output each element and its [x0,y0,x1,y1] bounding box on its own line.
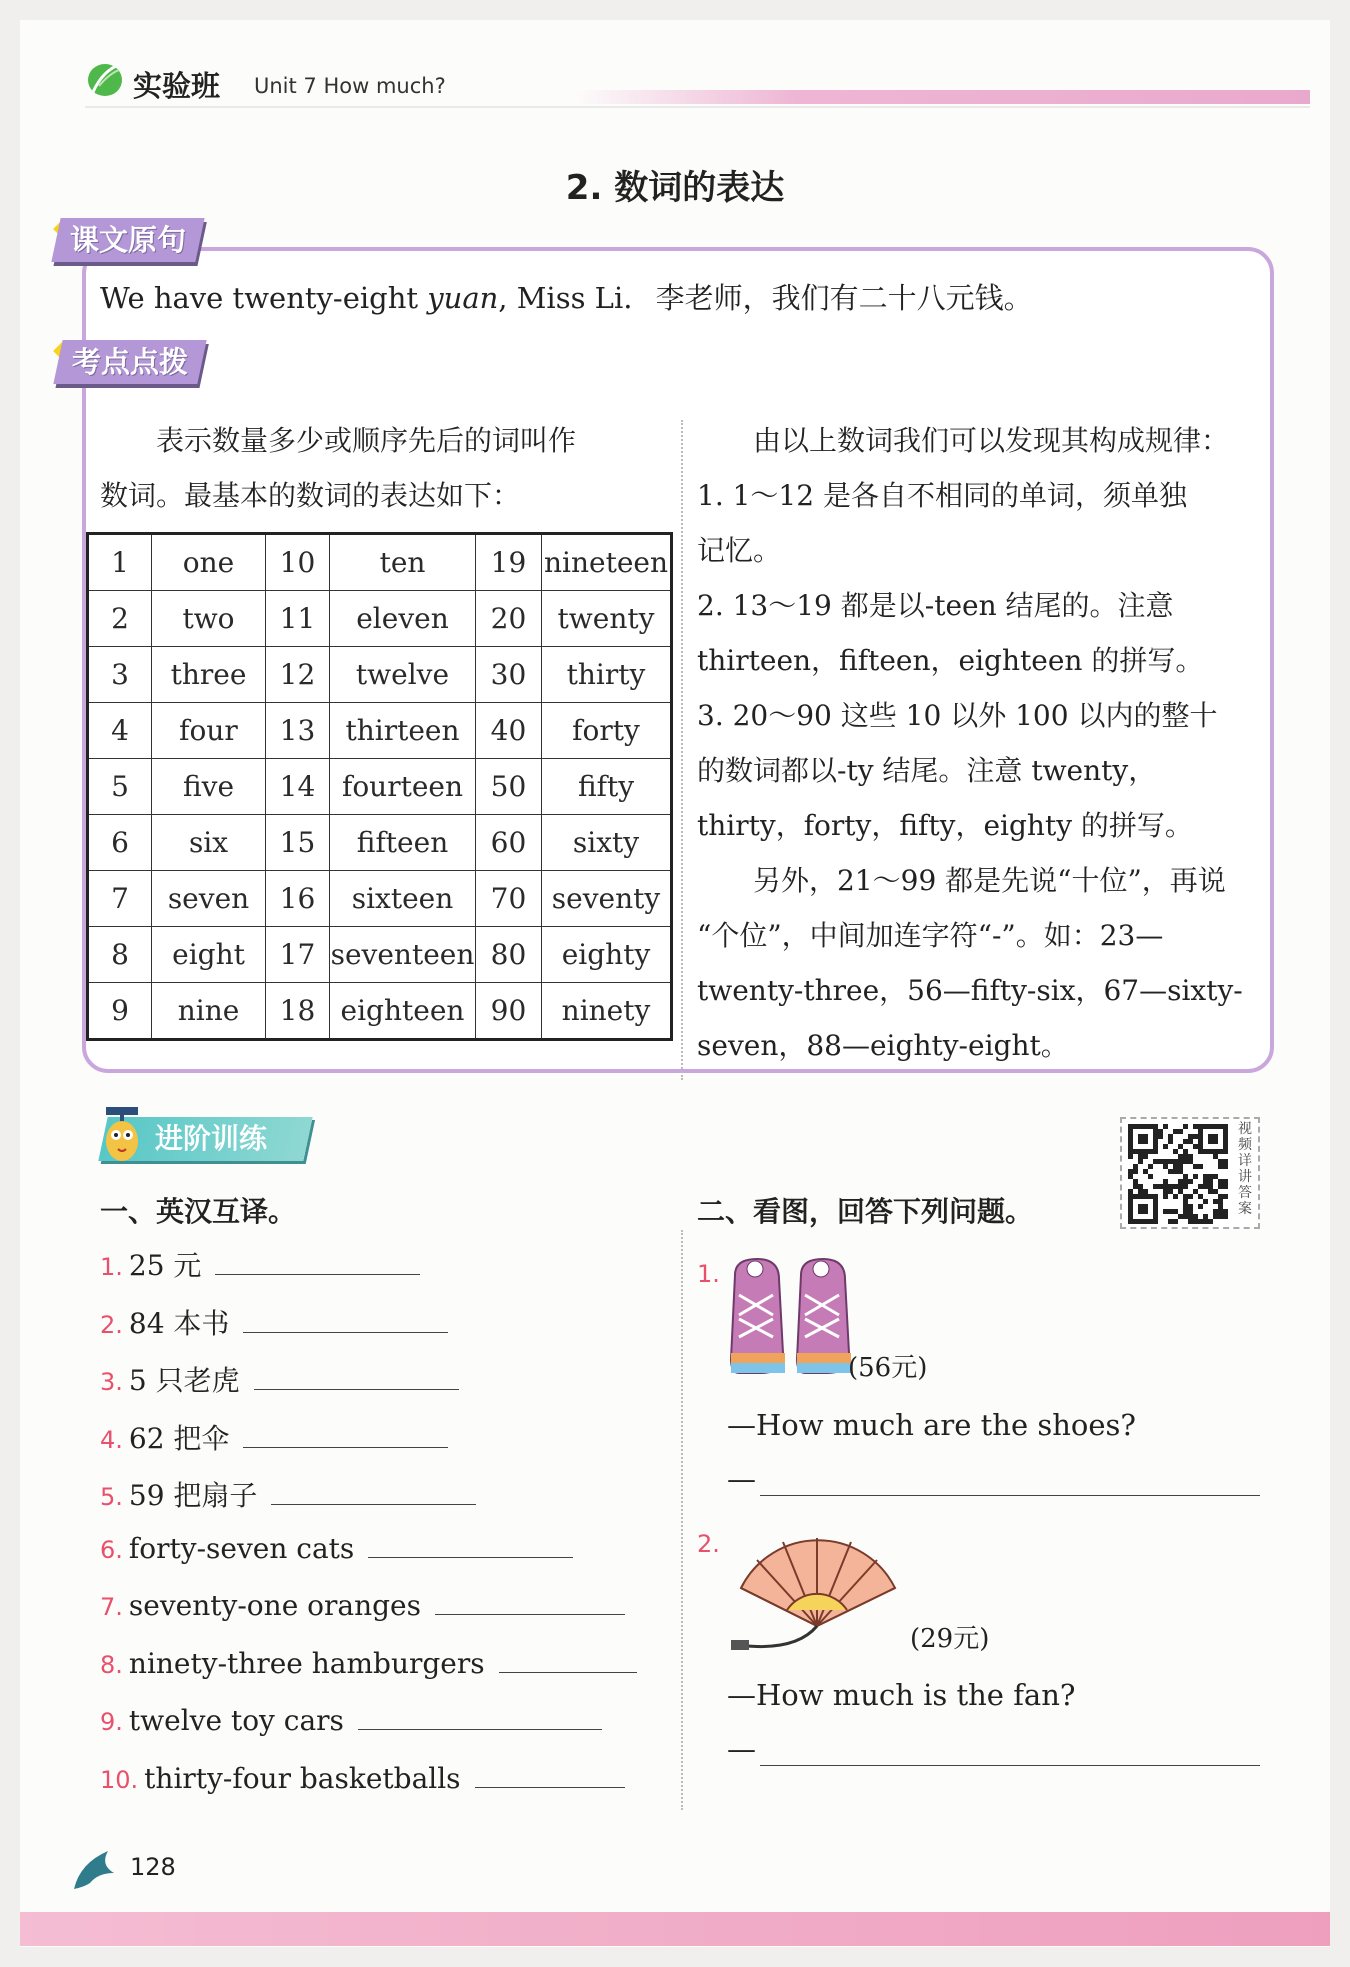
rule-line: 2. 13～19 都是以-teen 结尾的。注意 [697,589,1174,622]
number-cell: 70 [476,871,542,927]
translate-item [100,1474,476,1514]
rule-line: 记忆。 [697,534,782,567]
shoes-question: —How much are the shoes? [727,1408,1136,1442]
answer-line[interactable] [271,1492,476,1505]
number-cell: 14 [266,759,330,815]
translate-item [100,1762,625,1795]
translate-item [100,1589,625,1622]
word-cell: seventy [542,871,672,927]
header-rule [85,106,1310,108]
rule-line: 3. 20～90 这些 10 以外 100 以内的整十 [697,699,1218,732]
number-table [86,532,673,1041]
word-cell: fifteen [330,815,476,871]
translate-item [100,1417,448,1457]
number-cell: 11 [266,591,330,647]
rule-line: seven，88—eighty-eight。 [697,1029,1069,1062]
answer-line[interactable] [243,1435,448,1448]
column-divider [681,420,683,1080]
number-cell: 16 [266,871,330,927]
word-cell: nineteen [542,534,672,591]
number-cell: 13 [266,703,330,759]
table-row [88,703,672,759]
owl-mascot-icon [100,1105,144,1167]
fan-answer-dash: — [727,1732,756,1766]
item-text: 25 元 [128,1249,202,1282]
fan-icon [727,1530,917,1660]
translate-item [100,1359,459,1399]
answer-line[interactable] [499,1660,637,1673]
rule-line: “个位”，中间加连字符“-”。如：23— [697,919,1164,952]
footer-stripe [20,1912,1330,1946]
word-cell: twenty [542,591,672,647]
rule-line: thirteen，fifteen，eighteen 的拼写。 [697,644,1204,677]
item-text: 59 把扇子 [128,1479,258,1512]
question2-2-number: 2. [697,1530,720,1558]
original-sentence: We have twenty-eight yuan, Miss Li. 李老师，我们有二十八元钱。 [100,281,1033,315]
number-cell: 3 [88,647,152,703]
section-divider [681,1230,683,1810]
translate-item [100,1302,448,1342]
rule-line: thirty，forty，fifty，eighty 的拼写。 [697,809,1193,842]
word-cell: ninety [542,983,672,1040]
number-cell: 8 [88,927,152,983]
word-cell: three [152,647,266,703]
shoes-icon [727,1255,857,1397]
shoes-answer-line[interactable] [760,1495,1260,1496]
rule-line: 由以上数词我们可以发现其构成规律： [697,424,1230,457]
word-cell: sixty [542,815,672,871]
item-text: 84 本书 [128,1306,230,1340]
number-cell: 17 [266,927,330,983]
rule-line: 另外，21～99 都是先说“十位”，再说 [697,864,1226,897]
item-number: 2. [100,1310,123,1339]
item-text: 62 把伞 [128,1421,230,1455]
qr-label: 视频详讲答案 [1238,1121,1252,1217]
brand-name: 实验班 [133,69,221,103]
table-row [88,591,672,647]
item-number: 9. [100,1708,123,1736]
answer-line[interactable] [215,1262,420,1275]
item-text: forty-seven cats [128,1531,355,1565]
number-cell: 6 [88,815,152,871]
fan-answer-line[interactable] [760,1765,1260,1766]
word-cell: thirteen [330,703,476,759]
word-cell: two [152,591,266,647]
word-cell: eighteen [330,983,476,1040]
table-row [88,815,672,871]
qr-code-icon [1128,1124,1238,1224]
word-cell: thirty [542,647,672,703]
number-cell: 50 [476,759,542,815]
word-cell: six [152,815,266,871]
rule-line: 的数词都以-ty 结尾。注意 twenty， [697,754,1157,787]
word-cell: eleven [330,591,476,647]
ribbon-advanced: 进阶训练 [98,1117,312,1161]
table-row [88,759,672,815]
rules-text [697,413,1243,1073]
translate-item [100,1704,602,1737]
ribbon-key-points: 考点点拨 [53,340,206,384]
item-text: 5 只老虎 [128,1364,240,1397]
word-cell: sixteen [330,871,476,927]
number-cell: 12 [266,647,330,703]
answer-line[interactable] [368,1545,573,1558]
fan-price: (29元) [910,1624,990,1654]
table-row [88,647,672,703]
item-text: seventy-one oranges [128,1589,421,1622]
number-cell: 18 [266,983,330,1040]
number-cell: 40 [476,703,542,759]
answer-line[interactable] [475,1775,625,1788]
number-cell: 30 [476,647,542,703]
translate-item [100,1244,420,1284]
item-number: 3. [100,1368,123,1396]
table-row [88,871,672,927]
number-cell: 20 [476,591,542,647]
item-number: 1. [100,1253,123,1281]
number-cell: 9 [88,983,152,1040]
number-cell: 2 [88,591,152,647]
answer-line[interactable] [243,1320,448,1333]
dolphin-icon [70,1843,120,1895]
item-number: 6. [100,1535,123,1564]
page-number: 128 [130,1853,176,1881]
leaf-logo-icon [85,60,127,98]
item-number: 10. [100,1765,139,1794]
word-cell: fifty [542,759,672,815]
translate-item [100,1532,573,1565]
ribbon-original-sentence: 课文原句 [51,218,204,262]
translate-item [100,1647,637,1680]
number-cell: 15 [266,815,330,871]
word-cell: fourteen [330,759,476,815]
section2-heading: 二、看图，回答下列问题。 [697,1195,1034,1228]
rule-line: twenty-three，56—fifty-six，67—sixty- [697,974,1243,1007]
table-row [88,927,672,983]
answer-line[interactable] [254,1377,459,1390]
fan-question: —How much is the fan? [727,1678,1076,1712]
word-cell: one [152,534,266,591]
word-cell: eight [152,927,266,983]
table-row [88,983,672,1040]
word-cell: eighty [542,927,672,983]
word-cell: seventeen [330,927,476,983]
rule-line: 1. 1～12 是各自不相同的单词，须单独 [697,479,1187,512]
number-cell: 4 [88,703,152,759]
item-number: 7. [100,1593,123,1621]
item-number: 5. [100,1483,123,1511]
header-stripe [575,90,1310,104]
answer-line[interactable] [435,1602,625,1615]
left-intro: 表示数量多少或顺序先后的词叫作 数词。最基本的数词的表达如下： [100,424,577,512]
word-cell: five [152,759,266,815]
shoes-answer-dash: — [727,1462,756,1496]
item-number: 8. [100,1650,123,1679]
unit-title: Unit 7 How much? [254,74,446,98]
question2-1-number: 1. [697,1260,720,1288]
number-cell: 90 [476,983,542,1040]
word-cell: four [152,703,266,759]
section1-heading: 一、英汉互译。 [100,1195,297,1228]
item-number: 4. [100,1425,123,1454]
answer-line[interactable] [358,1717,602,1730]
word-cell: seven [152,871,266,927]
word-cell: ten [330,534,476,591]
number-cell: 80 [476,927,542,983]
item-text: twelve toy cars [128,1704,344,1737]
word-cell: twelve [330,647,476,703]
item-text: ninety-three hamburgers [128,1646,485,1680]
number-cell: 7 [88,871,152,927]
page-title: 2. 数词的表达 [565,168,785,208]
number-cell: 60 [476,815,542,871]
number-cell: 5 [88,759,152,815]
word-cell: nine [152,983,266,1040]
item-text: thirty-four basketballs [144,1761,461,1795]
table-row [88,534,672,591]
shoes-price: (56元) [848,1353,928,1383]
number-cell: 1 [88,534,152,591]
number-cell: 19 [476,534,542,591]
number-cell: 10 [266,534,330,591]
word-cell: forty [542,703,672,759]
